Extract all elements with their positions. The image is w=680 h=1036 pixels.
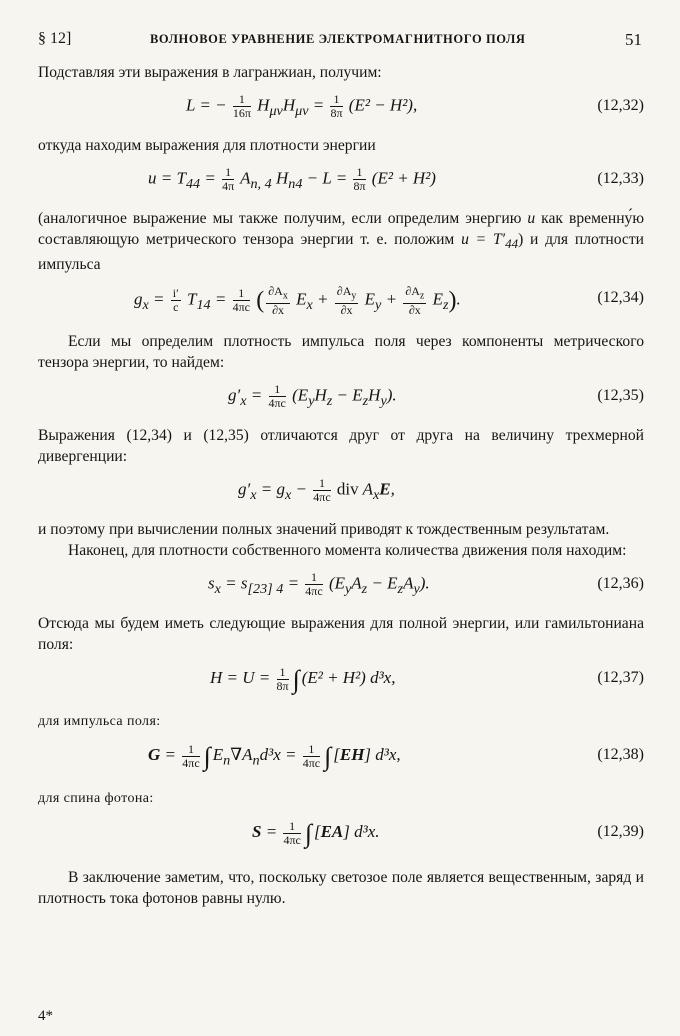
equation-number: (12,33) xyxy=(597,170,644,187)
equation-12-36: $s_x = s_{[23] 4}$ = $\frac{1}{4\pi c}$ $(E_yA_z - E_zA_y)$. (12,36) xyxy=(208,570,644,599)
paragraph: Отсюда мы будем иметь следующие выражения для полной энергии, или гамильтониана поля: xyxy=(38,615,644,654)
equation-number: (12,37) xyxy=(597,669,644,687)
running-title: ВОЛНОВОЕ УРАВНЕНИЕ ЭЛЕКТРОМАГНИТНОГО ПОЛЯ xyxy=(150,32,526,46)
equation-number: (12,36) xyxy=(597,575,644,593)
paragraph: Выражения (12,34) и (12,35) отличаются друг от друга на величину трехмерной дивергенции: xyxy=(38,427,644,466)
equation-12-38: G = $\frac{1}{4\pi c}$ ∫ $E_n\nabla A_nd^3x$ = $\frac{1}{4\pi c}$ ∫ [EH] d³x, (12,38) xyxy=(148,741,644,772)
paragraph: для импульса поля: xyxy=(38,714,161,730)
paragraph: для спина фотона: xyxy=(38,791,154,807)
page xyxy=(38,30,644,909)
paragraph: (аналогичное выражение мы также получим, если определим энергию u как временну́ю составляющую метрического тензора энергии т. е. положим $u = T'_{44}$) и для плотности импульса xyxy=(38,210,644,274)
page-header xyxy=(38,30,644,54)
page-number: 51 xyxy=(625,30,642,49)
equation-number: (12,35) xyxy=(597,387,644,405)
equation-12-33: $u = T_{44}$ = $\frac{1}{4\pi}$ $A_{n, 4}$ $H_{n4} - L$ = $\frac{1}{8\pi}$ (E² + H²) (12,33) xyxy=(148,165,644,193)
equation-divergence: $g'_x = g_x$ − $\frac{1}{4\pi c}$ div $A_xE$, xyxy=(238,476,395,505)
equation-number: (12,34) xyxy=(597,289,644,307)
paragraph: и поэтому при вычислении полных значений приводят к тождественным результатам. xyxy=(38,521,610,539)
section-ref: § 12] xyxy=(38,30,72,47)
equation-number: (12,32) xyxy=(597,97,644,114)
equation-12-35: $g'_x$ = $\frac{1}{4\pi c}$ $(E_yH_z - E_zH_y)$. (12,35) xyxy=(228,382,644,411)
equation-12-34: $g_x$ = $\frac{i'}{c}$ $T_{14}$ = $\frac{1}{4\pi c}$ ( $\frac{\partial A_x}{\partial x}$ $E_x$ + $\frac{\partial A_y}{\partial x}$ $E_y$ + $\frac{\partial A_z}{\partial x}$ $E_z$). (12,34) xyxy=(134,284,644,317)
paragraph: Если мы определим плотность импульса поля через компоненты метрического тензора энергии, то найдем: xyxy=(38,333,644,372)
equation-12-39: S = $\frac{1}{4\pi c}$ ∫ [EA] d³x. (12,39) xyxy=(252,818,644,849)
equation-number: (12,38) xyxy=(597,746,644,764)
equation-number: (12,39) xyxy=(597,823,644,841)
equation-12-32: L = − $\frac{1}{16\pi}$ $H_{\mu\nu}H_{\mu\nu}$ = $\frac{1}{8\pi}$ (E² − H²), (12,32) xyxy=(186,92,644,120)
equation-12-37: H = U = $\frac{1}{8\pi}$ ∫ (E² + H²) d³x, (12,37) xyxy=(210,664,644,695)
paragraph: В заключение заметим, что, поскольку светозое поле является вещественным, заряд и плотность тока фотонов равны нулю. xyxy=(38,869,644,908)
paragraph: Подставляя эти выражения в лагранжиан, получим: xyxy=(38,64,382,81)
paragraph: откуда находим выражения для плотности энергии xyxy=(38,137,376,154)
paragraph: Наконец, для плотности собственного момента количества движения поля находим: xyxy=(68,542,627,560)
sheet-signature: 4* xyxy=(38,1008,53,1024)
